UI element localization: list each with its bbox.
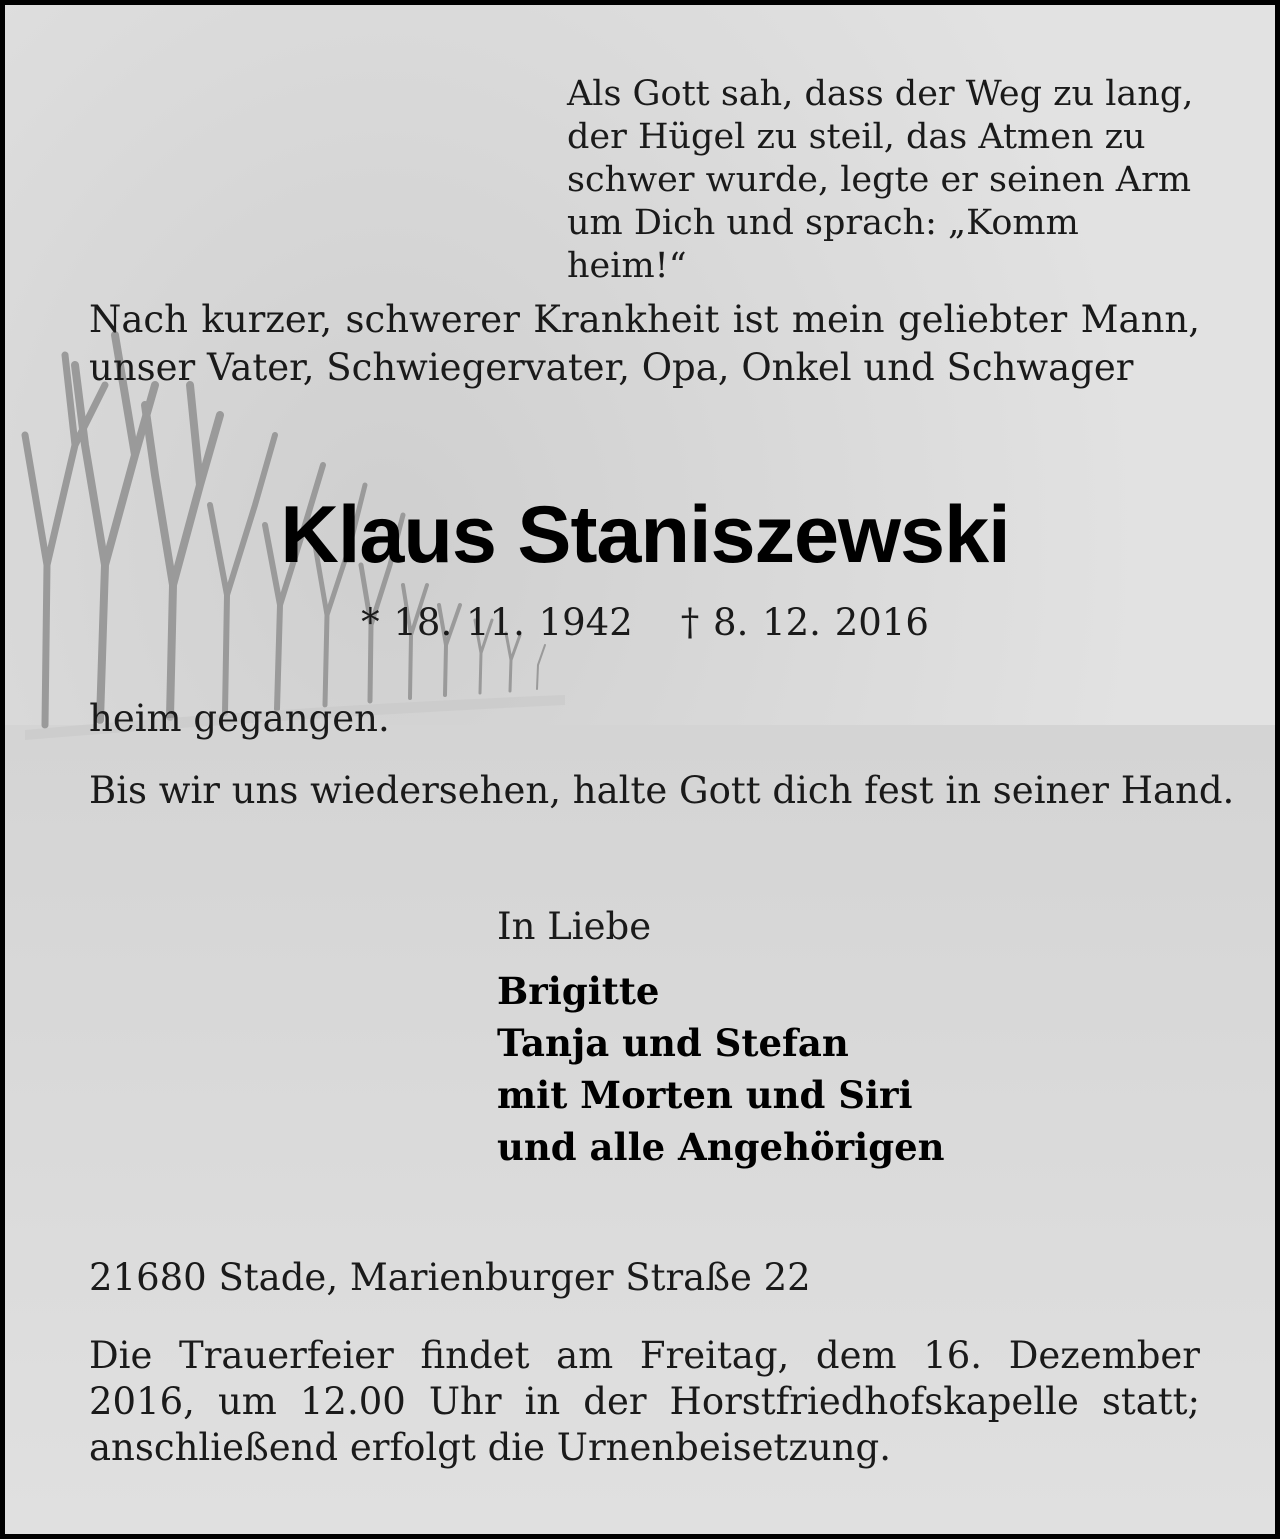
farewell-wish: Bis wir uns wiedersehen, halte Gott dich fest in seiner Hand. (89, 769, 1235, 812)
gone-home-text: heim gegangen. (89, 697, 390, 740)
life-dates (5, 599, 1280, 647)
mourner-name: und alle Angehörigen (497, 1125, 945, 1169)
birth-date: * 18. 11. 1942 (361, 601, 633, 644)
poem-line: schwer wurde, legte er seinen Arm (567, 160, 1192, 200)
poem-line: Als Gott sah, dass der Weg zu lang, (567, 74, 1194, 114)
poem-line: um Dich und sprach: „Komm heim!“ (567, 203, 1079, 286)
death-date: † 8. 12. 2016 (680, 601, 929, 644)
intro-paragraph: Nach kurzer, schwerer Krankheit ist mein geliebter Mann, unser Vater, Schwiegervater, Opa, Onkel und Schwager (89, 298, 1200, 389)
deceased-name: Klaus Staniszewski (280, 490, 1010, 580)
mourner-name: mit Morten und Siri (497, 1073, 913, 1117)
mourner-name: Tanja und Stefan (497, 1021, 849, 1065)
mourners-list (497, 965, 945, 1173)
family-address: 21680 Stade, Marienburger Straße 22 (89, 1256, 811, 1299)
poem (567, 73, 1207, 288)
mourner-name: Brigitte (497, 969, 660, 1013)
funeral-service-info: Die Trauerfeier findet am Freitag, dem 16. Dezember 2016, um 12.00 Uhr in der Horstfriedhofskapelle statt; anschließend erfolgt die Urnenbeisetzung. (89, 1334, 1200, 1469)
signoff-greeting: In Liebe (497, 905, 652, 948)
poem-line: der Hügel zu steil, das Atmen zu (567, 117, 1146, 157)
